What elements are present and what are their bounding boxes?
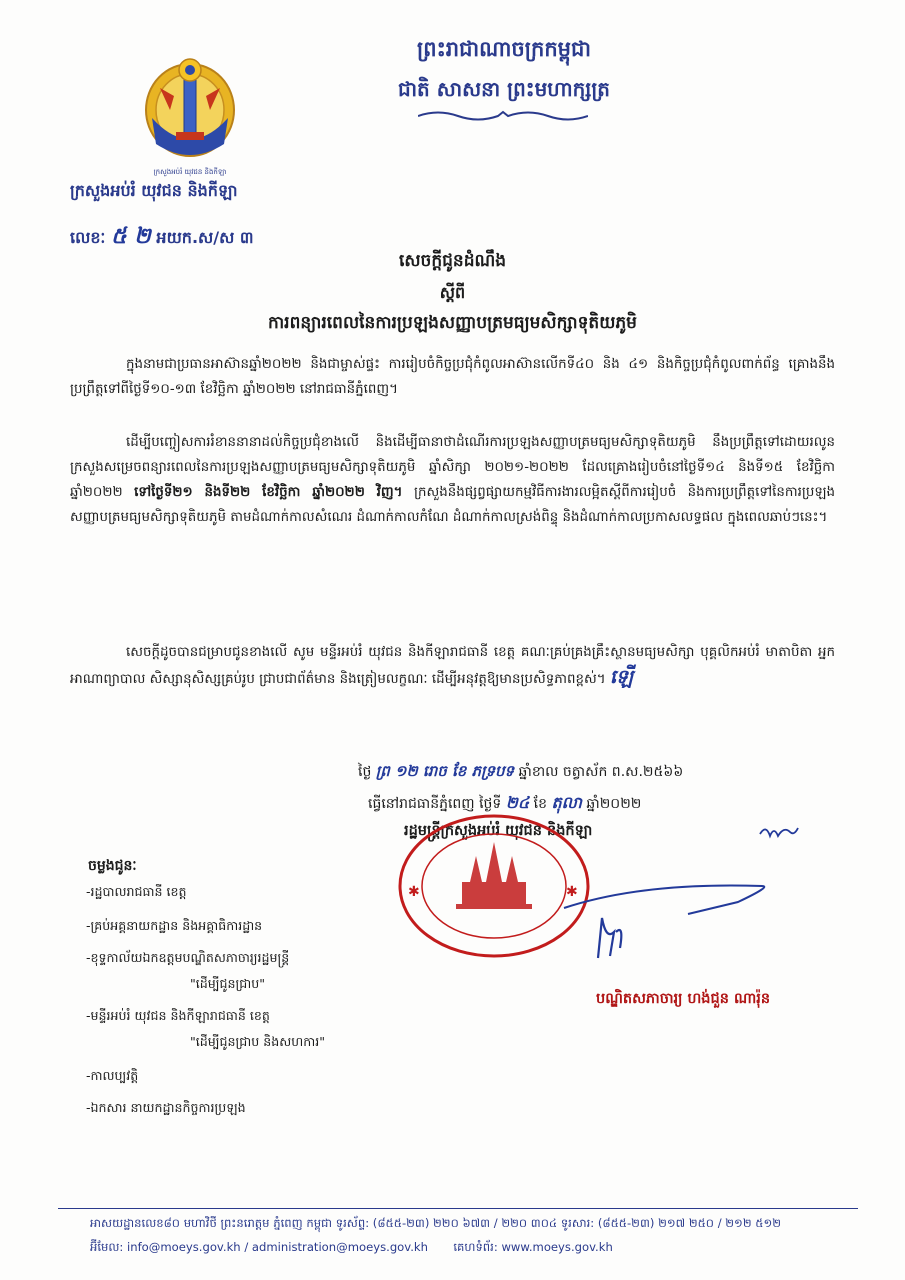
recipient-note: "ដើម្បីជូនជ្រាប": [190, 976, 266, 991]
day-handwritten: ២៤: [505, 793, 530, 812]
recipient-item: -មន្ទីរអប់រំ យុវជន និងកីឡារាជធានី ខេត្ត: [86, 1008, 270, 1023]
month-handwritten: តុលា: [551, 793, 582, 812]
ref-label: លេខៈ: [70, 228, 106, 247]
month-label: ខែ: [533, 796, 547, 812]
issuing-ministry: ក្រសួងអប់រំ យុវជន និងកីឡា: [70, 181, 238, 200]
ref-number-handwritten: ៥ ២: [110, 223, 151, 249]
recipient-item: -គ្រប់អគ្គនាយកដ្ឋាន និងអគ្គាធិការដ្ឋាន: [86, 918, 263, 933]
emblem-caption: ក្រសួងអប់រំ យុវជន និងកីឡា: [153, 168, 227, 176]
email-label: អ៊ីមែល:: [90, 1240, 124, 1254]
svg-text:✱: ✱: [566, 884, 578, 900]
paragraph-3: [70, 640, 835, 692]
handwritten-initial: ឡើ: [609, 666, 634, 688]
signatory-name: បណ្ឌិតសភាចារ្យ ហង់ជួន ណារ៉ុន: [596, 991, 771, 1007]
year-label: ឆ្នាំ២០២២: [586, 796, 642, 812]
paragraph-2-part-b: ក្រសួងនឹងផ្សព្វផ្សាយកម្មវិធីការងារលម្អិតស្តីពីការរៀបចំ និងការប្រព្រឹត្តទៅនៃការប្រឡងសញ្ញាបត្រមធ្យមសិក្សាទុតិយភូមិ តាមដំណាក់កាលសំណេរ ដំណាក់កាលកំណែ ដំណាក់កាលស្រង់ពិន្ទុ និងដំណាក់កាលប្រកាសលទ្ធផល ក្នុងពេលឆាប់ៗនេះ។: [70, 485, 835, 525]
recipient-note: "ដើម្បីជូនជ្រាប និងសហការ": [190, 1034, 326, 1049]
signatory-title: រដ្ឋមន្ត្រីក្រសួងអប់រំ យុវជន និងកីឡា: [404, 823, 593, 839]
website-link[interactable]: www.moeys.gov.kh: [501, 1240, 613, 1254]
lunar-prefix: ថ្ងៃ: [358, 764, 372, 780]
place-prefix: ធ្វើនៅរាជធានីភ្នំពេញ ថ្ងៃទី: [368, 796, 502, 812]
paragraph-2-part-a: ដើម្បីបញ្ចៀសការរំខាននានាដល់កិច្ចប្រជុំខាងលើ និងដើម្បីធានាថាដំណើរការប្រឡងសញ្ញាបត្រមធ្យមសិក្សាទុតិយភូមិ នឹងប្រព្រឹត្តទៅដោយរលូន ក្រសួងសម្រេចពន្យារពេលនៃការប្រឡងសញ្ញាបត្រមធ្យមសិក្សាទុតិយភូមិ ឆ្នាំសិក្សា ២០២១-២០២២ ដែលគ្រោងរៀបចំនៅថ្ងៃទី១៤ និងទី១៥ ខែវិច្ឆិកា ឆ្នាំ២០២២: [70, 435, 835, 500]
paragraph-2: [70, 430, 835, 530]
ornament-divider: [418, 108, 588, 127]
recipient-item: -រដ្ឋបាលរាជធានី ខេត្ត: [86, 884, 187, 899]
initial-mark: [758, 822, 802, 848]
lunar-suffix: ឆ្នាំខាល ចត្វាស័ក ព.ស.២៥៦៦: [518, 764, 684, 780]
email-link[interactable]: info@moeys.gov.kh / administration@moeys.gov.kh: [127, 1240, 428, 1254]
footer-divider: [58, 1208, 858, 1209]
recipient-item: -កាលប្បវត្តិ: [86, 1068, 139, 1083]
national-motto: ជាតិ សាសនា ព្រះមហាក្សត្រ: [398, 77, 610, 101]
recipient-item: -ឯកសារ នាយកដ្ឋានកិច្ចការប្រឡង: [86, 1100, 246, 1115]
website-label: គេហទំព័រ:: [453, 1240, 498, 1254]
kingdom-heading: ព្រះរាជាណាចក្រកម្ពុជា: [416, 37, 591, 61]
document-subject: ការពន្យារពេលនៃការប្រឡងសញ្ញាបត្រមធ្យមសិក្សាទុតិយភូមិ: [268, 313, 637, 333]
signature-mark: [562, 862, 782, 966]
paragraph-3-text: សេចក្តីដូចបានជម្រាបជូនខាងលើ សូម មន្ទីរអប់រំ យុវជន និងកីឡារាជធានី ខេត្ត គណៈគ្រប់គ្រងគ្រឹះស្ថានមធ្យមសិក្សា បុគ្គលិកអប់រំ មាតាបិតា អ្នកអាណាព្យាបាល សិស្សានុសិស្សគ្រប់រូប ជ្រាបជាព័ត៌មាន និងត្រៀមលក្ខណៈ ដើម្បីអនុវត្តឱ្យមានប្រសិទ្ធភាពខ្ពស់។: [70, 645, 835, 687]
footer-address: អាសយដ្ឋានលេខ៨០ មហាវិថី ព្រះនរោត្តម ភ្នំពេញ កម្ពុជា ទូរស័ព្ទ: (៨៥៥-២៣) ២២០ ៦៧៣ / ២២០ ៣០៤ ទូរសារ: (៨៥៥-២៣) ២១៧ ២៥០ / ២១២ ៥១២: [90, 1216, 782, 1230]
document-title: សេចក្តីជូនដំណឹង: [398, 251, 507, 271]
paragraph-1: ក្នុងនាមជាប្រធានអាស៊ានឆ្នាំ២០២២ និងជាម្ចាស់ផ្ទះ ការរៀបចំកិច្ចប្រជុំកំពូលអាស៊ានលើកទី៤០ និង ៤១ និងកិច្ចប្រជុំកំពូលពាក់ព័ន្ធ គ្រោងនឹងប្រព្រឹត្តទៅពីថ្ងៃទី១០-១៣ ខែវិច្ឆិកា ឆ្នាំ២០២២ នៅរាជធានីភ្នំពេញ។: [70, 357, 835, 397]
lunar-date-handwritten: ព្រ ១២ រោច ខែ ភទ្របទ: [375, 762, 515, 780]
ministry-emblem: [140, 48, 240, 178]
title-subject-word: ស្តីពី: [439, 283, 466, 302]
lunar-date-line: [358, 762, 683, 784]
recipients-title: ចម្លងជូនៈ: [88, 858, 137, 874]
ref-suffix: អយក.ស/ស ៣: [156, 228, 254, 247]
paragraph-2-new-dates: ទៅថ្ងៃទី២១ និងទី២២ ខែវិច្ឆិកា ឆ្នាំ២០២២ វិញ។: [134, 485, 403, 500]
recipient-item: -ខុទ្ទកាល័យឯកឧត្តមបណ្ឌិតសភាចារ្យរដ្ឋមន្ត្រី: [86, 950, 290, 965]
footer-contact: [90, 1240, 613, 1257]
svg-text:✱: ✱: [408, 884, 420, 900]
